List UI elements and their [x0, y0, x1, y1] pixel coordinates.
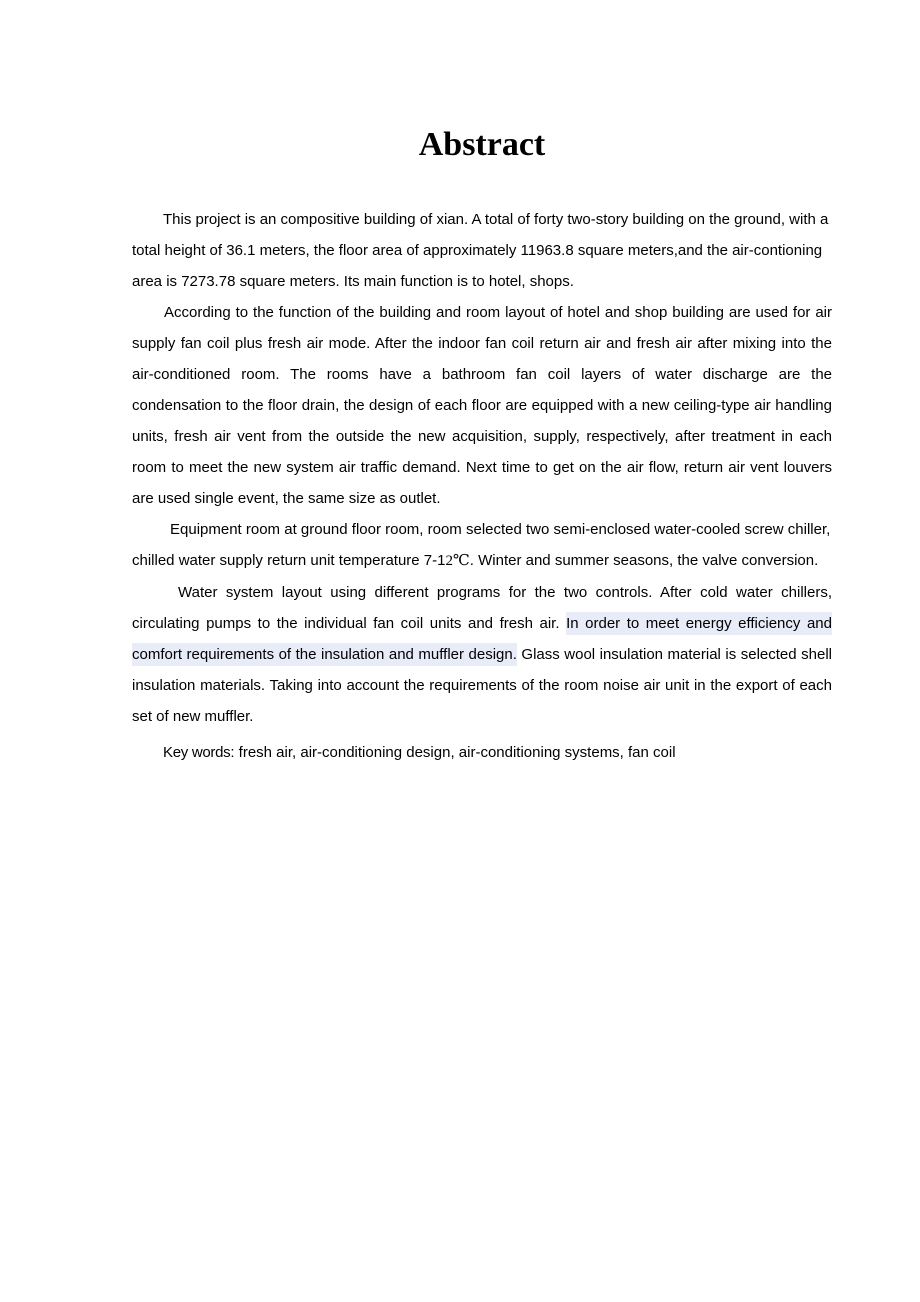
paragraph-3	[132, 514, 832, 577]
keywords-text: : fresh air, air-conditioning design, air-conditioning systems, fan coil	[230, 744, 676, 761]
keywords-label: Key words	[163, 744, 231, 761]
temperature-unit: 2℃	[445, 553, 470, 569]
paragraph-3-text-end: . Winter and summer seasons, the valve conversion.	[469, 552, 819, 569]
page-title: Abstract	[418, 126, 546, 163]
keywords-line	[132, 737, 832, 768]
paragraph-4-text-end: Glass wool insulation material is selected shell insulation materials. Taking into account the requirements of the room noise air unit in the export of each set of new muffler.	[132, 646, 832, 725]
paragraph-2: According to the function of the building and room layout of hotel and shop building are used for air supply fan coil plus fresh air mode. After the indoor fan coil return air and fresh air after mixing into the air-conditioned room. The rooms have a bathroom fan coil layers of water discharge are the condensation to the floor drain, the design of each floor are equipped with a new ceiling-type air handling units, fresh air vent from the outside the new acquisition, supply, respectively, after treatment in each room to meet the new system air traffic demand. Next time to get on the air flow, return air vent louvers are used single event, the same size as outlet.	[132, 304, 832, 507]
paragraph-3-text-start: Equipment room at ground floor room, room selected two semi-enclosed water-cooled screw chiller, chilled water supply return unit temperature 7-1	[132, 521, 831, 569]
highlighted-sentence[interactable]: In order to meet energy efficiency and comfort requirements of the insulation and muffler design.	[132, 615, 832, 663]
paragraph-4	[132, 577, 832, 732]
paragraph-1: This project is an compositive building of xian. A total of forty two-story building on the ground, with a total height of 36.1 meters, the floor area of approximately 11963.8 square meters,and the air-contioning area is 7273.78 square meters. Its main function is to hotel, shops.	[132, 211, 829, 290]
paragraph-4-text-start: Water system layout using different programs for the two controls. After cold water chillers, circulating pumps to the individual fan coil units and fresh air.	[132, 584, 832, 632]
abstract-body	[132, 204, 832, 768]
